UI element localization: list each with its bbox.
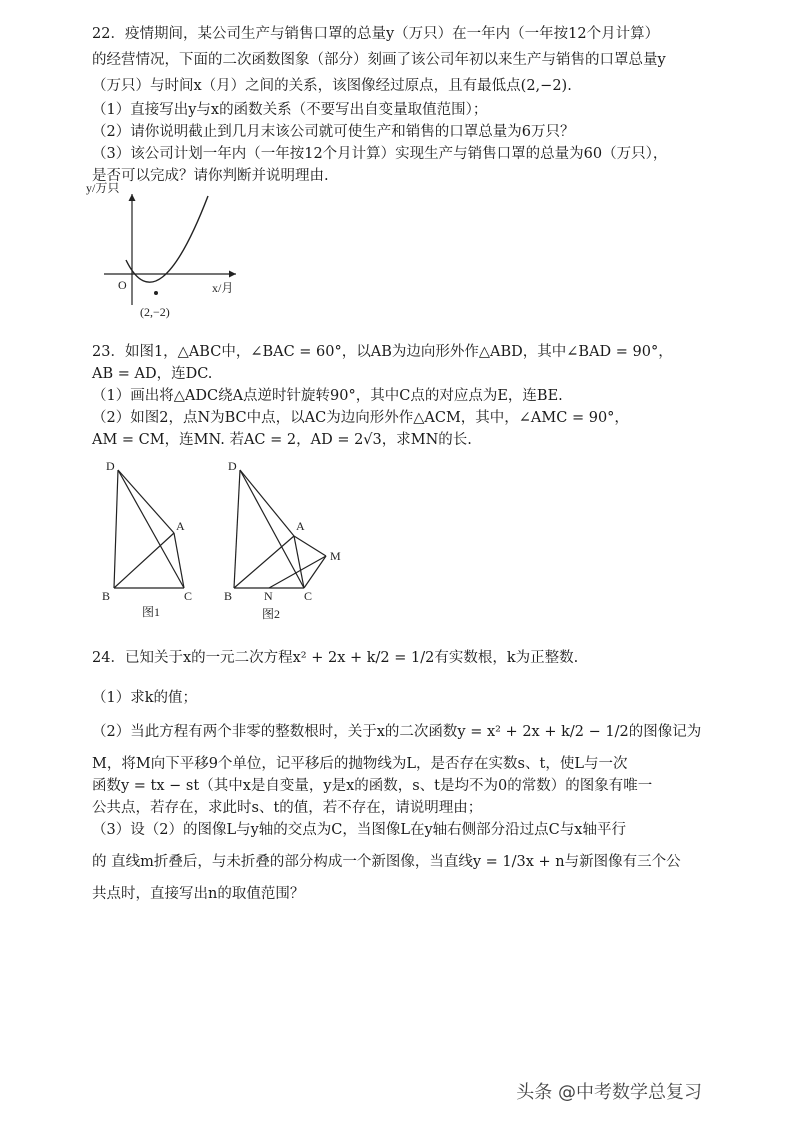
q22-part-2: （2）请你说明截止到几月末该公司就可使生产和销售的口罩总量为6万只？ [92, 124, 575, 140]
q22-line-2: 的经营情况，下面的二次函数图象（部分）刻画了该公司年初以来生产与销售的口罩总量y [92, 52, 666, 68]
q22-parabola-graph [86, 180, 246, 320]
q22-part-1: （1）直接写出y与x的函数关系（不要写出自变量取值范围）； [92, 102, 488, 118]
q22-part-3a: （3）该公司计划一年内（一年按12个月计算）实现生产与销售口罩的总量为60（万只）， [92, 146, 668, 162]
parabola-curve [126, 196, 208, 282]
fig1-caption: 图1 [142, 605, 161, 619]
fig2-point-a: A [296, 519, 305, 533]
y-axis-label: y/万只 [86, 181, 120, 195]
q22-part-3b: 是否可以完成？请你判断并说明理由. [92, 168, 329, 184]
q23-part-2b: AM = CM，连MN. 若AC = 2，AD = 2√3，求MN的长. [92, 432, 472, 448]
q23-line-1: 23．如图1，△ABC中，∠BAC = 60°，以AB为边向形外作△ABD，其中∠BAD = 90°， [92, 344, 673, 360]
q23-figure-2 [220, 456, 360, 626]
q22-line-1: 22．疫情期间，某公司生产与销售口罩的总量y（万只）在一年内（一年按12个月计算） [92, 26, 660, 42]
q24-stem: 24．已知关于x的一元二次方程x² + 2x + k/2 = 1/2有实数根，k为正整数. [92, 650, 579, 666]
fig1-point-d: D [106, 459, 115, 473]
fig2-point-d: D [228, 459, 237, 473]
fig1-point-a: A [176, 519, 185, 533]
origin-label: O [118, 278, 127, 292]
fig2-caption: 图2 [262, 607, 281, 621]
q24-part-1: （1）求k的值； [92, 690, 198, 706]
q23-part-1: （1）画出将△ADC绕A点逆时针旋转90°，其中C点的对应点为E，连BE. [92, 388, 563, 404]
q24-part-2d: 公共点，若存在，求此时s、t的值，若不存在，请说明理由； [92, 800, 483, 816]
x-axis-label: x/月 [212, 281, 234, 295]
q24-part-2b: M，将M向下平移9个单位，记平移后的抛物线为L，是否存在实数s、t，使L与一次 [92, 756, 628, 772]
fig1-point-c: C [184, 589, 193, 603]
q24-part-2c: 函数y = tx − st（其中x是自变量，y是x的函数，s、t是均不为0的常数）的图象有唯一 [92, 778, 653, 794]
q23-part-2a: （2）如图2，点N为BC中点，以AC为边向形外作△ACM，其中，∠AMC = 90°， [92, 410, 629, 426]
q23-line-2: AB = AD，连DC. [92, 366, 213, 382]
fig2-point-n: N [264, 589, 273, 603]
vertex-point [154, 291, 158, 295]
fig2-point-c: C [304, 589, 313, 603]
q22-line-3: （万只）与时间x（月）之间的关系，该图像经过原点，且有最低点(2,−2). [92, 78, 572, 94]
q23-figure-1 [98, 456, 208, 626]
fig2-point-b: B [224, 589, 233, 603]
fig1-point-b: B [102, 589, 111, 603]
fig2-point-m: M [330, 549, 341, 563]
watermark: 头条 @中考数学总复习 [516, 1082, 702, 1103]
q24-part-3c: 共点时，直接写出n的取值范围？ [92, 886, 305, 902]
vertex-label: (2,−2) [140, 305, 170, 319]
q24-part-3b: 的 直线m折叠后，与未折叠的部分构成一个新图像，当直线y = 1/3x + n与新图像有三个公 [92, 854, 681, 870]
q24-part-3a: （3）设（2）的图像L与y轴的交点为C，当图像L在y轴右侧部分沿过点C与x轴平行 [92, 822, 626, 838]
q24-part-2a: （2）当此方程有两个非零的整数根时，关于x的二次函数y = x² + 2x + k/2 − 1/2的图像记为 [92, 724, 702, 740]
